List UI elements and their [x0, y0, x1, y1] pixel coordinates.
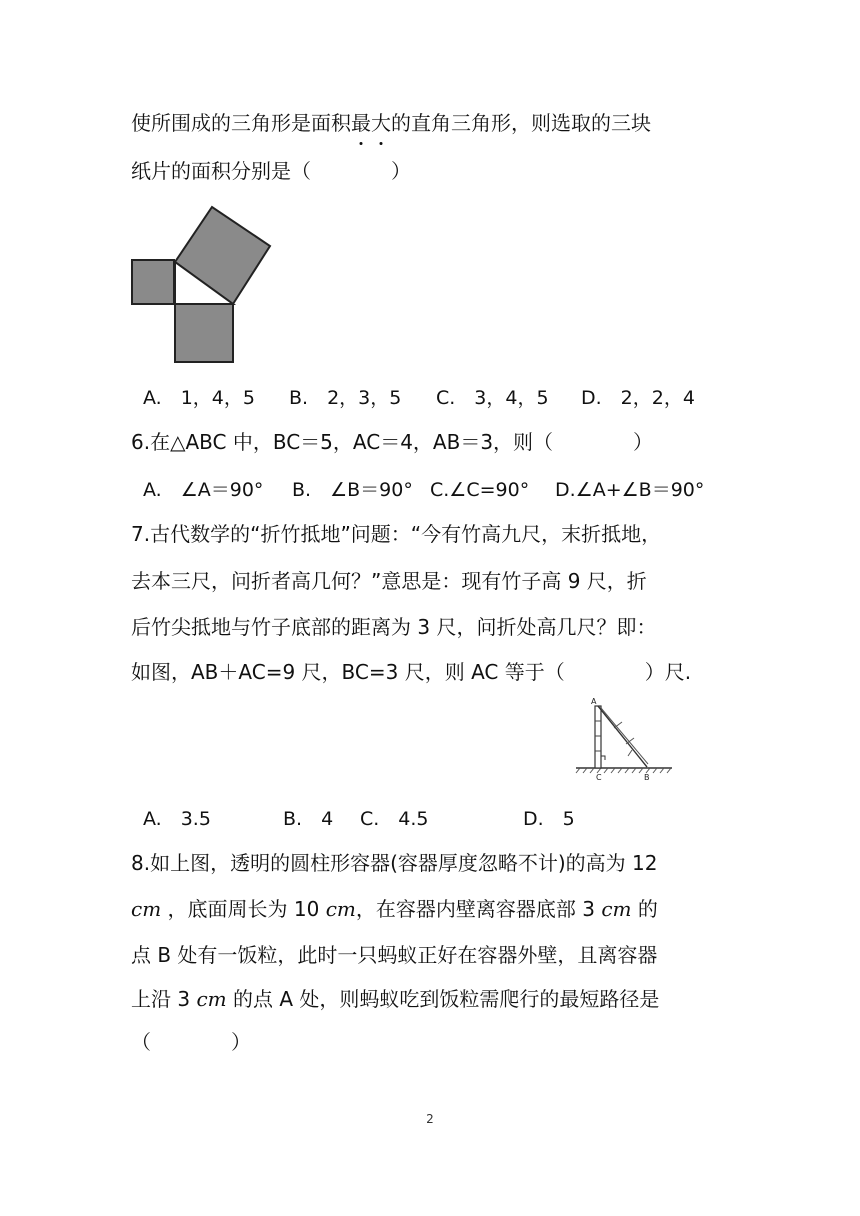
- q7-option-d[interactable]: D. 5: [523, 808, 575, 830]
- q6-option-b[interactable]: B. ∠B＝90°: [292, 479, 413, 501]
- q7-option-a[interactable]: A. 3.5: [143, 808, 211, 830]
- q8-answer-blank: （ ）: [131, 1030, 251, 1054]
- unit-cm: cm: [196, 987, 227, 1011]
- q5-emphasis-2: 大: [371, 111, 391, 135]
- q6-stem: 6.在△ABC 中，BC＝5，AC＝4，AB＝3，则（ ）: [131, 430, 654, 454]
- label-b: B: [644, 773, 650, 782]
- unit-cm: cm: [131, 897, 162, 921]
- broken-top-edge: [601, 708, 648, 764]
- label-a: A: [591, 697, 597, 706]
- q5-emphasis-1: 最: [351, 111, 371, 135]
- q5-text-a: 使所围成的三角形是面积: [131, 111, 351, 135]
- q8-text: ，在容器内壁离容器底部 3: [355, 897, 595, 921]
- q6-option-c[interactable]: C.∠C=90°: [430, 479, 530, 501]
- q8-text: ，底面周长为 10: [167, 897, 320, 921]
- q7-option-b[interactable]: B. 4: [283, 808, 334, 830]
- q5-text-b: 的直角三角形，则选取的三块: [391, 111, 651, 135]
- unit-cm: cm: [325, 897, 356, 921]
- q8-stem-line1: 8.如上图，透明的圆柱形容器(容器厚度忽略不计)的高为 12: [131, 851, 658, 875]
- q8-text: 上沿 3: [131, 987, 191, 1011]
- q5-option-c[interactable]: C. 3，4，5: [436, 387, 549, 409]
- q7-stem-line3: 后竹尖抵地与竹子底部的距离为 3 尺，问折处高几尺？即：: [131, 615, 657, 639]
- q5-option-d[interactable]: D. 2，2，4: [581, 387, 695, 409]
- small-square: [132, 260, 174, 304]
- q8-text: 的点 A 处，则蚂蚁吃到饭粒需爬行的最短路径是: [232, 987, 660, 1011]
- label-c: C: [596, 773, 602, 782]
- leaf-3: [628, 750, 632, 756]
- page-number: 2: [426, 1112, 434, 1126]
- q5-option-b[interactable]: B. 2，3，5: [289, 387, 402, 409]
- q5-stem-line2: 纸片的面积分别是（ ）: [131, 159, 411, 183]
- q8-stem-line2: [131, 895, 658, 923]
- q7-stem-line2: 去本三尺，问折者高几何？”意思是：现有竹子高 9 尺，折: [131, 569, 647, 593]
- q5-squares-figure: [128, 203, 276, 365]
- unit-cm: cm: [601, 897, 632, 921]
- q8-stem-line4: [131, 985, 659, 1013]
- q7-option-c[interactable]: C. 4.5: [360, 808, 429, 830]
- medium-square: [175, 304, 233, 362]
- q5-stem-line1: [131, 109, 651, 137]
- q6-option-a[interactable]: A. ∠A＝90°: [143, 479, 264, 501]
- q8-text: 的: [637, 897, 658, 921]
- q7-stem-line1: 7.古代数学的“折竹抵地”问题：“今有竹高九尺，末折抵地，: [131, 522, 662, 546]
- q7-stem-line4: 如图，AB＋AC=9 尺，BC=3 尺，则 AC 等于（ ）尺.: [131, 660, 692, 684]
- q7-bamboo-figure: [574, 696, 674, 782]
- bamboo-stalk: [595, 706, 601, 768]
- q6-option-d[interactable]: D.∠A+∠B＝90°: [555, 479, 705, 501]
- q8-stem-line3: 点 B 处有一饭粒，此时一只蚂蚁正好在容器外壁，且离容器: [131, 943, 658, 967]
- q5-option-a[interactable]: A. 1，4，5: [143, 387, 255, 409]
